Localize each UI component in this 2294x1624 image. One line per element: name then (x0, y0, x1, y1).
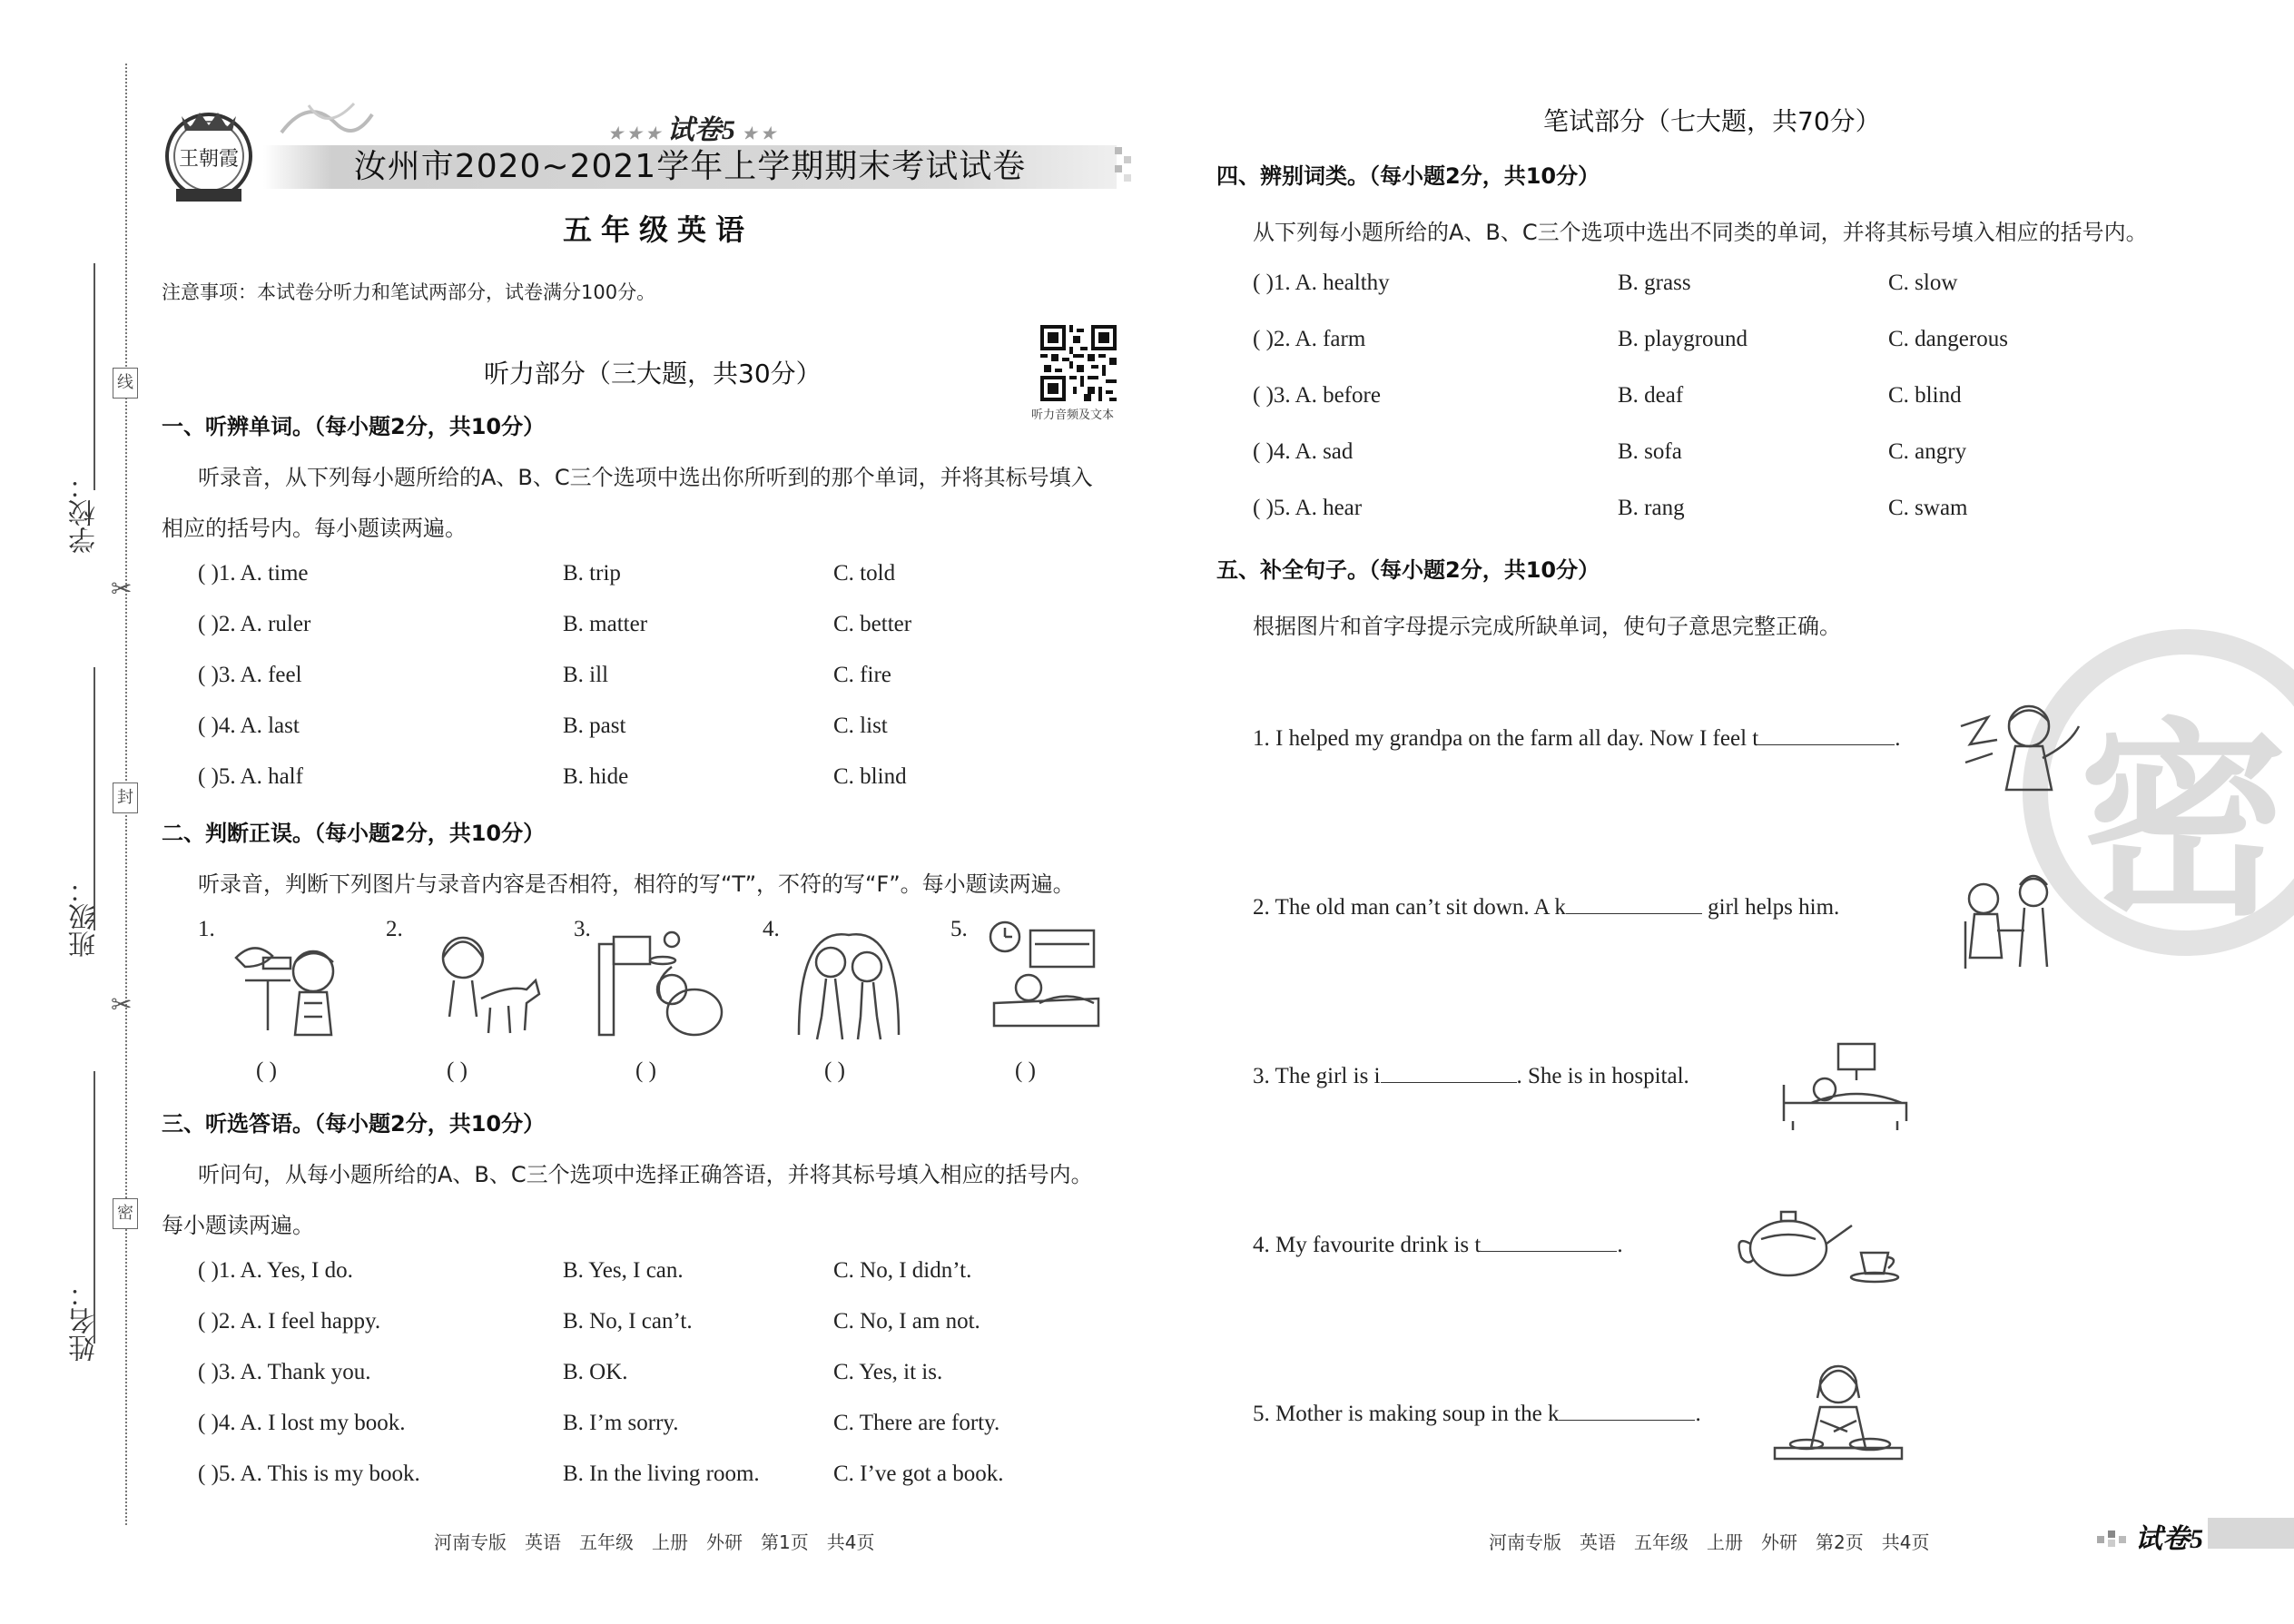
scissors-icon: ✂ (111, 989, 133, 1019)
option-c: C. better (833, 612, 912, 636)
option-b: B. sofa (1618, 439, 1682, 464)
option-c: C. blind (833, 764, 907, 789)
section4-instruction: 从下列每小题所给的A、B、C三个选项中选出不同类的单词，并将其标号填入相应的括号内。 (1253, 220, 2148, 245)
section4-item-4[interactable]: ( )4. A. sad (1253, 439, 1354, 464)
school-underline (94, 263, 95, 490)
notice-text: 注意事项：本试卷分听力和笔试两部分，试卷满分100分。 (162, 281, 656, 303)
section5-item-2: 2. The old man can’t sit down. A k girl helps him. (1253, 891, 1839, 920)
answer-blank[interactable] (1758, 723, 1895, 745)
option-c: C. There are forty. (833, 1411, 1000, 1435)
option-c: C. slow (1888, 271, 1958, 295)
section3-item-1[interactable]: ( )1. A. Yes, I do. (198, 1258, 353, 1283)
section3-heading: 三、听选答语。（每小题2分，共10分） (162, 1111, 546, 1137)
section1-item-3[interactable]: ( )3. A. feel (198, 663, 302, 687)
option-c: C. No, I am not. (833, 1309, 980, 1334)
section3-instruction: 听问句，从每小题所给的A、B、C三个选项中选择正确答语，并将其标号填入相应的括号内。 (198, 1162, 1093, 1187)
ribbon-ornament-icon (272, 96, 381, 151)
option-b: B. matter (563, 612, 648, 636)
picture-number-5: 5. (950, 917, 968, 941)
boy-in-bed-clock-illustration (985, 917, 1103, 1038)
picture-number-3: 3. (574, 917, 591, 941)
option-b: B. grass (1618, 271, 1691, 295)
option-b: B. deaf (1618, 383, 1684, 408)
confidential-watermark-icon: 密 (2079, 702, 2289, 944)
answer-paren-4[interactable]: ( ) (824, 1058, 845, 1083)
answer-paren-2[interactable]: ( ) (447, 1058, 468, 1083)
picture-number-4: 4. (763, 917, 780, 941)
option-b: B. playground (1618, 327, 1748, 351)
footer-page-1: 河南专版 英语 五年级 上册 外研 第1页 共4页 (434, 1531, 875, 1553)
cut-mark-seal: 封 (113, 782, 138, 813)
paper-tab-bar (2208, 1518, 2294, 1549)
option-c: C. told (833, 561, 896, 586)
section3-item-4[interactable]: ( )4. A. I lost my book. (198, 1411, 406, 1435)
picture-number-2: 2. (386, 917, 403, 941)
answer-blank[interactable] (1559, 1398, 1695, 1421)
binding-margin (0, 0, 136, 1624)
brand-name: 王朝霞 (178, 148, 240, 171)
option-b: B. In the living room. (563, 1462, 760, 1486)
tired-boy-illustration (1952, 690, 2088, 812)
option-c: C. list (833, 714, 888, 738)
exam-title: 汝州市2020~2021学年上学期期末考试试卷 (353, 148, 1027, 185)
section3-item-5[interactable]: ( )5. A. This is my book. (198, 1462, 420, 1486)
section3-item-2[interactable]: ( )2. A. I feel happy. (198, 1309, 381, 1334)
qr-code-icon (1040, 325, 1117, 401)
paper-tab-label: 试卷5 (2135, 1524, 2203, 1554)
section5-item-1: 1. I helped my grandpa on the farm all day. Now I feel t . (1253, 723, 1900, 752)
section1-instruction: 听录音，从下列每小题所给的A、B、C三个选项中选出你所听到的那个单词，并将其标号填入 (198, 465, 1093, 490)
footer-page-2: 河南专版 英语 五年级 上册 外研 第2页 共4页 (1489, 1531, 1930, 1553)
section4-item-3[interactable]: ( )3. A. before (1253, 383, 1381, 408)
answer-blank[interactable] (1381, 1060, 1517, 1083)
written-title: 笔试部分（七大题，共70分） (1543, 106, 1881, 136)
section4-item-5[interactable]: ( )5. A. hear (1253, 496, 1363, 520)
section2-heading: 二、判断正误。（每小题2分，共10分） (162, 821, 546, 846)
ribbon-end-icon (1115, 143, 1142, 191)
answer-paren-5[interactable]: ( ) (1015, 1058, 1036, 1083)
girl-with-dog-illustration (427, 926, 545, 1048)
option-b: B. ill (563, 663, 609, 687)
picture-number-1: 1. (198, 917, 215, 941)
cooking-boy-illustration (227, 930, 354, 1043)
option-b: B. trip (563, 561, 621, 586)
answer-paren-1[interactable]: ( ) (256, 1058, 277, 1083)
option-b: B. rang (1618, 496, 1685, 520)
paper-number: ★ ★ ★ 试卷5 ★ ★ (608, 115, 776, 145)
section1-item-2[interactable]: ( )2. A. ruler (198, 612, 311, 636)
section3-instruction-cont: 每小题读两遍。 (162, 1213, 314, 1238)
girl-in-hospital-bed-illustration (1775, 1039, 1911, 1134)
girls-jumping-rope-illustration (790, 926, 908, 1057)
option-b: B. OK. (563, 1360, 628, 1384)
section1-item-1[interactable]: ( )1. A. time (198, 561, 309, 586)
name-label: 姓名： (69, 1280, 101, 1362)
option-b: B. Yes, I can. (563, 1258, 684, 1283)
option-c: C. Yes, it is. (833, 1360, 943, 1384)
option-b: B. past (563, 714, 626, 738)
option-b: B. No, I can’t. (563, 1309, 693, 1334)
section1-item-5[interactable]: ( )5. A. half (198, 764, 303, 789)
answer-blank[interactable] (1481, 1229, 1617, 1252)
option-c: C. dangerous (1888, 327, 2008, 351)
section5-instruction: 根据图片和首字母提示完成所缺单词，使句子意思完整正确。 (1253, 614, 1841, 639)
section1-instruction-cont: 相应的括号内。每小题读两遍。 (162, 516, 467, 541)
option-c: C. No, I didn’t. (833, 1258, 972, 1283)
qr-caption: 听力音频及文本 (1031, 408, 1115, 422)
option-c: C. fire (833, 663, 891, 687)
option-c: C. angry (1888, 439, 1967, 464)
option-c: C. blind (1888, 383, 1962, 408)
option-b: B. I’m sorry. (563, 1411, 679, 1435)
cut-mark-secret: 密 (113, 1198, 138, 1229)
section1-heading: 一、听辨单词。（每小题2分，共10分） (162, 414, 546, 439)
answer-blank[interactable] (1566, 891, 1702, 914)
tab-dots-icon (2097, 1523, 2133, 1547)
brand-logo (154, 100, 263, 209)
option-c: C. I’ve got a book. (833, 1462, 1004, 1486)
section4-item-1[interactable]: ( )1. A. healthy (1253, 271, 1390, 295)
listening-title: 听力部分（三大题，共30分） (484, 359, 822, 389)
scissors-icon: ✂ (111, 574, 133, 604)
section2-instruction: 听录音，判断下列图片与录音内容是否相符，相符的写“T”，不符的写“F”。每小题读两遍。 (198, 871, 1075, 897)
answer-paren-3[interactable]: ( ) (635, 1058, 656, 1083)
section5-item-5: 5. Mother is making soup in the k . (1253, 1398, 1701, 1427)
subject-title: 五年级英语 (563, 212, 754, 247)
section5-heading: 五、补全句子。（每小题2分，共10分） (1216, 557, 1600, 583)
girl-helping-old-man-illustration (1956, 867, 2065, 979)
school-label: 学校： (69, 472, 101, 554)
section5-item-4: 4. My favourite drink is t . (1253, 1229, 1623, 1258)
mother-cooking-illustration (1770, 1357, 1906, 1479)
class-label: 班级： (69, 876, 101, 958)
section3-item-3[interactable]: ( )3. A. Thank you. (198, 1360, 371, 1384)
section4-heading: 四、辨别词类。（每小题2分，共10分） (1216, 163, 1600, 189)
cut-mark-line: 线 (113, 368, 138, 399)
teapot-and-cup-illustration (1734, 1203, 1906, 1288)
section4-item-2[interactable]: ( )2. A. farm (1253, 327, 1366, 351)
elephant-basketball-illustration (590, 926, 735, 1048)
option-c: C. swam (1888, 496, 1968, 520)
section5-item-3: 3. The girl is i . She is in hospital. (1253, 1060, 1689, 1089)
section1-item-4[interactable]: ( )4. A. last (198, 714, 300, 738)
option-b: B. hide (563, 764, 629, 789)
